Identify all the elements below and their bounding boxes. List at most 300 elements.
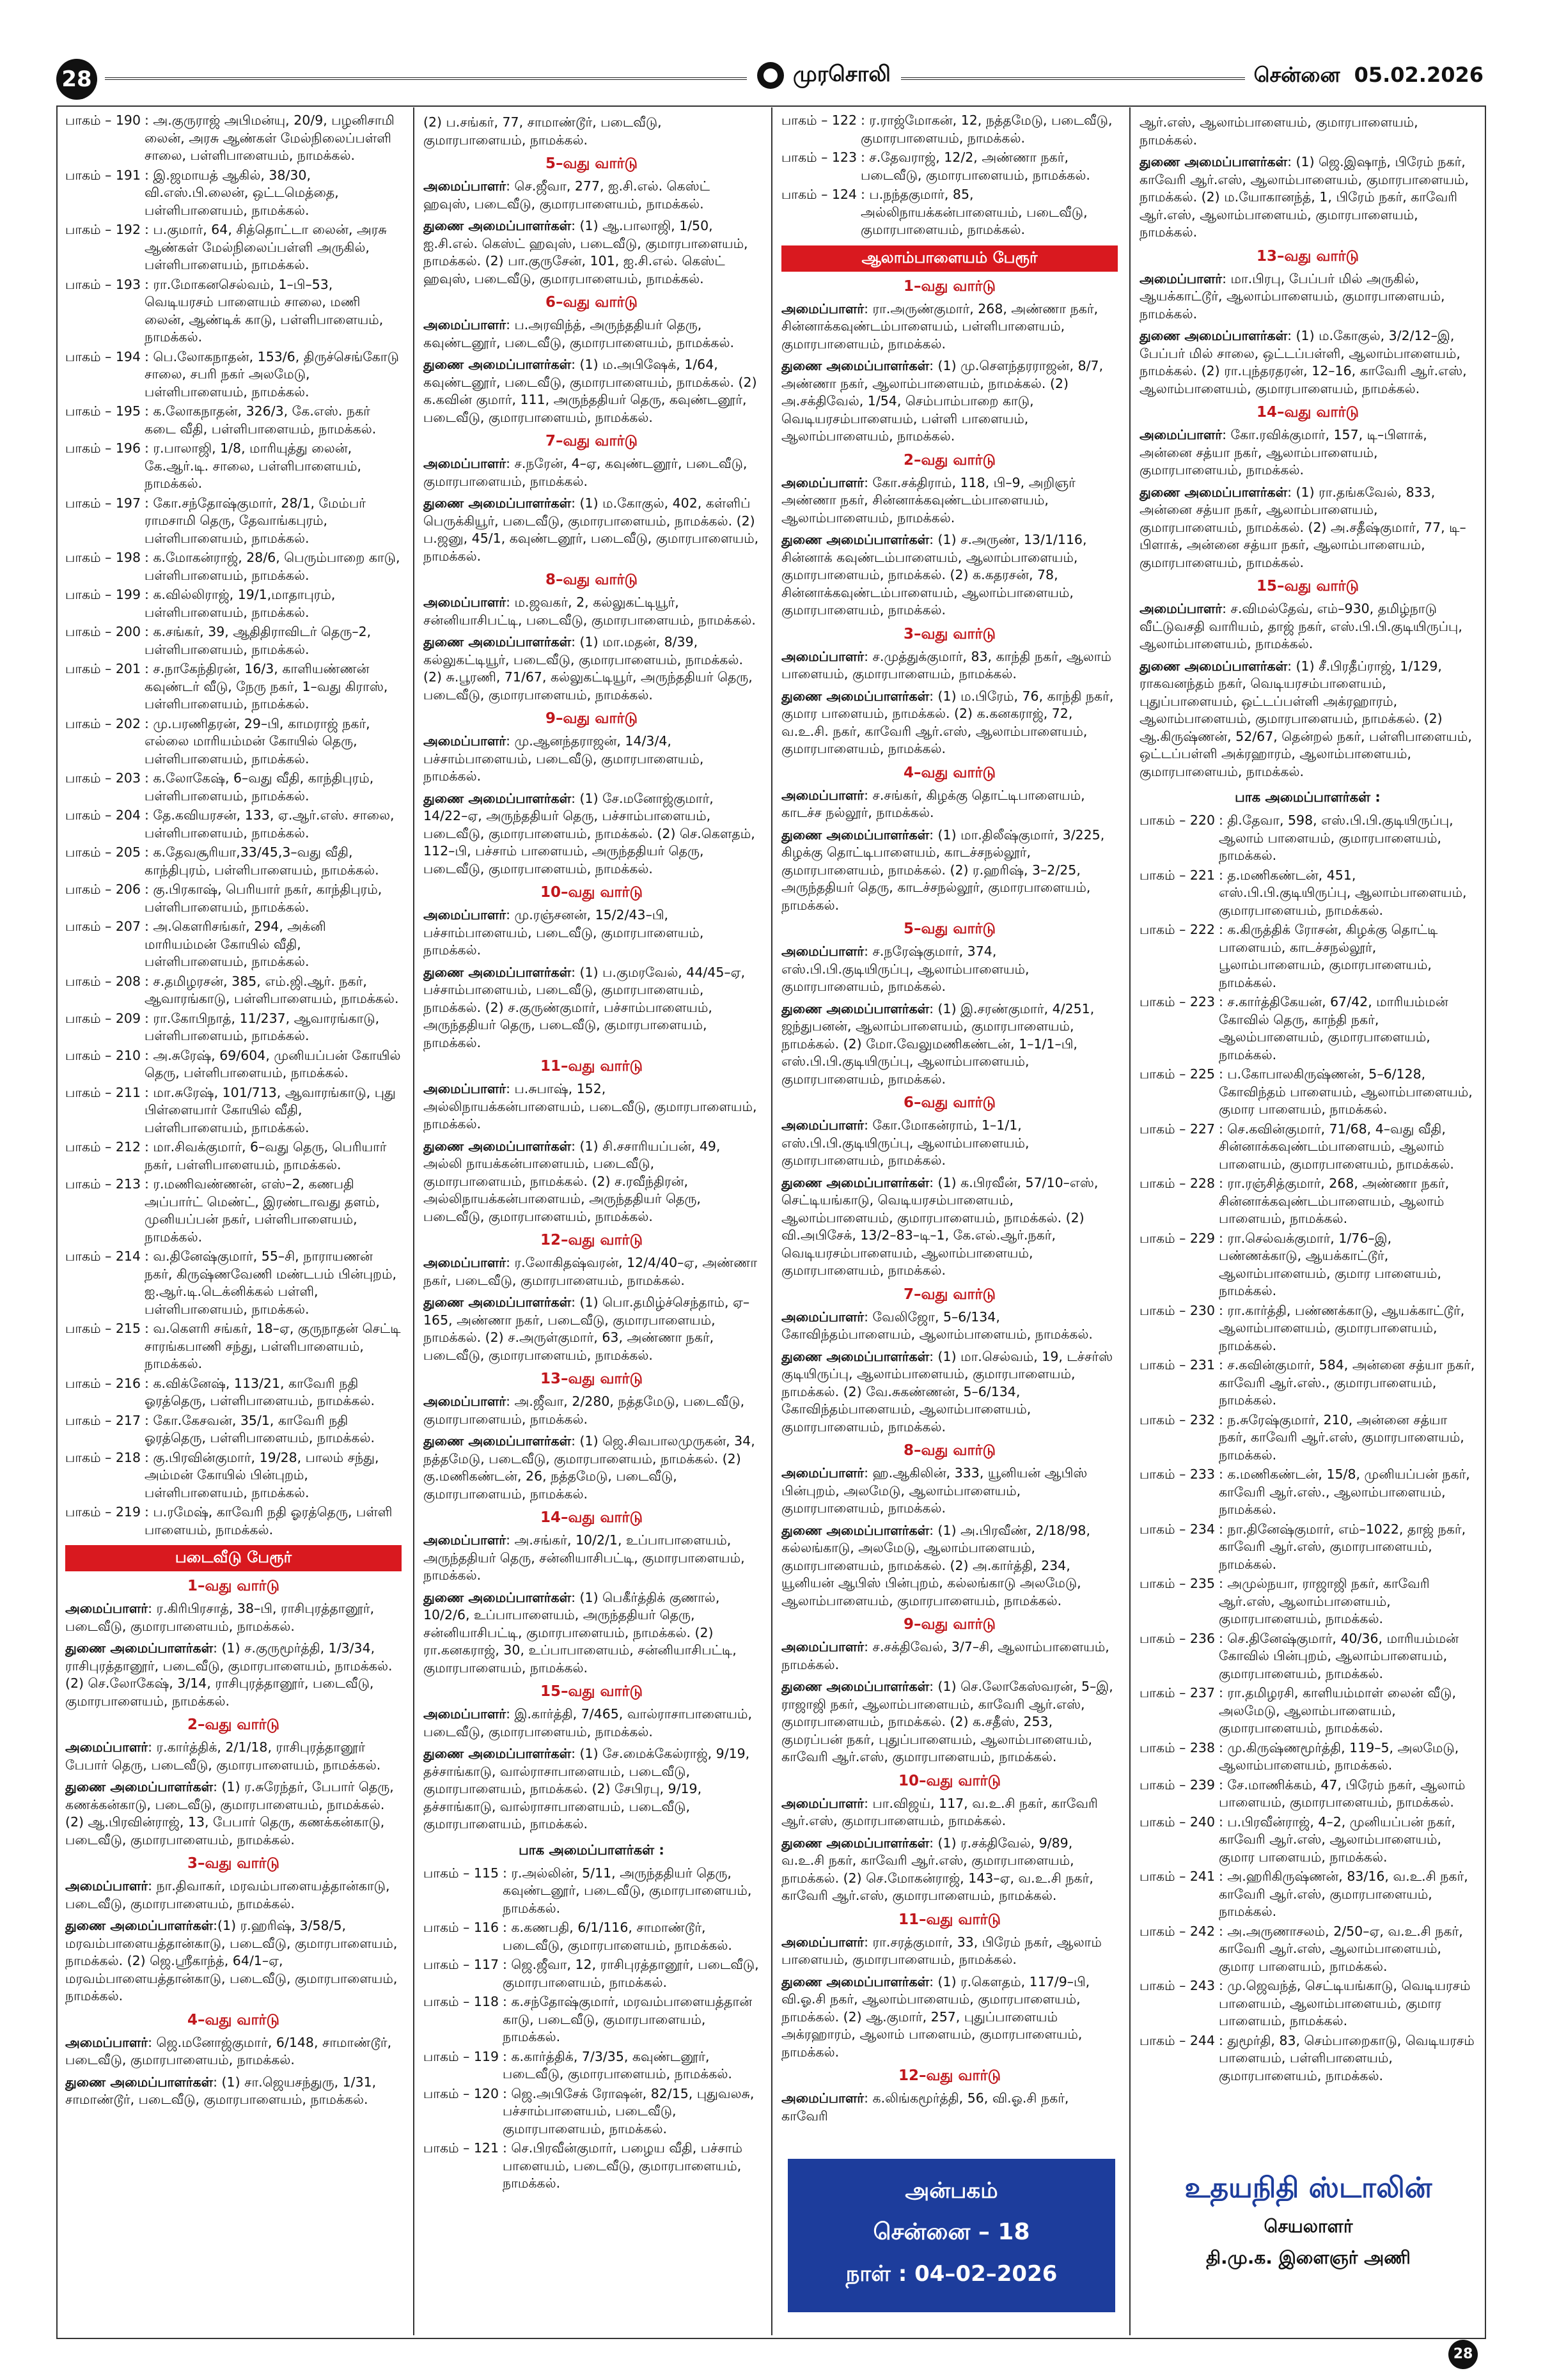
booth-member: : க.கார்த்திக், 7/3/35, கவுண்டனூர், படைவீடு, குமாரபாளையம், நாமக்கல்.: [503, 2048, 732, 2081]
booth-entry: [1140, 1066, 1476, 1119]
paper-name: முரசொலி: [793, 61, 891, 87]
booth-list: [781, 112, 1118, 239]
zone-title: படைவீடு பேரூர்: [65, 1545, 402, 1571]
booth-label: பாகம் – 238: [1140, 1739, 1215, 1755]
ward-title: 8–வது வார்டு: [903, 1442, 996, 1459]
deputy-organizers: துணை அமைப்பாளர்கள்: (1) ச.குருமூர்த்தி, 1/3/34, ராசிபுரத்தானூர், படைவீடு, குமாரபாளையம், நாமக்கல். (2) செ.லோகேஷ், 3/14, ராசிபுரத்தானூர், படைவீடு, குமாரபாளையம், நாமக்கல்.: [65, 1640, 393, 1709]
signatory-box: [1140, 2159, 1477, 2312]
booth-entry: [781, 149, 1118, 184]
booth-label: பாகம் – 191: [65, 167, 141, 183]
booth-label: பாகம் – 124: [781, 187, 857, 202]
deputy-organizers: துணை அமைப்பாளர்கள்: (1) மா.மதன், 8/39, கல்லுகட்டியூர், படைவீடு, குமாரபாளையம், நாமக்கல். (2) சு.பூரணி, 71/67, கல்லுகட்டியூர், அருந்ததியர் தெரு, படைவீடு, குமாரபாளையம், நாமக்கல்.: [423, 634, 753, 703]
organizer: அமைப்பாளர்: ம.ஜவகர், 2, கல்லுகட்டியூர், சன்னியாசிபட்டி, படைவீடு, குமாரபாளையம், நாமக்கல்.: [423, 595, 756, 628]
booth-entry: [65, 1504, 402, 1539]
ward-title: 13–வது வார்டு: [1256, 247, 1359, 265]
organizer: அமைப்பாளர்: ச.விமல்தேவ், எம்–930, தமிழ்நாடு வீட்டுவசதி வாரியம், தாஜ் நகர், எஸ்.பி.பி.குடியிருப்பு, ஆலாம்பாளையம், நாமக்கல்.: [1140, 601, 1462, 651]
booth-member: : கோ.சந்தோஷ்குமார், 28/1, மேம்பர் ராமசாமி தெரு, தேவாங்கபுரம், பள்ளிபாளையம், நாமக்கல்.: [145, 495, 366, 546]
deputy-organizers: துணை அமைப்பாளர்கள்: (1) சே.மனோஜ்குமார், 14/22–ஏ, அருந்ததியர் தெரு, பச்சாம்பாளையம், படைவீடு, குமாரபாளையம், நாமக்கல். (2) செ.கௌதம், 112–பி, பச்சாம் பாளையம், அருந்ததியர் தெரு, படைவீடு, குமாரபாளையம், நாமக்கல்.: [423, 790, 755, 876]
booth-entry: [65, 112, 402, 165]
ward-title: 3–வது வார்டு: [903, 625, 996, 642]
ward-title: 3–வது வார்டு: [187, 1855, 280, 1872]
deputy-organizers: துணை அமைப்பாளர்கள்: (1) ஆ.பாலாஜி, 1/50, ஐ.சி.எல். கெஸ்ட் ஹவுஸ், படைவீடு, குமாரபாளையம், நாமக்கல். (2) பா.குருசேன், 101, ஐ.சி.எல். கெஸ்ட் ஹவுஸ், படைவீடு, குமாரபாளையம், நாமக்கல்.: [423, 218, 748, 286]
deputy-organizers: துணை அமைப்பாளர்கள்: (1) சே.மைக்கேல்ராஜ், 9/19, தச்சாங்காடு, வால்ராசாபாளையம், படைவீடு, குமாரபாளையம், நாமக்கல். (2) சேபிரபு, 9/19, தச்சாங்காடு, வால்ராசாபாளையம், படைவீடு, குமாரபாளையம், நாமக்கல்.: [423, 1746, 750, 1832]
booth-entry: [65, 1248, 402, 1318]
organizer: அமைப்பாளர்: ச.நரேஷ்குமார், 374, எஸ்.பி.பி.குடியிருப்பு, ஆலாம்பாளையம், குமாரபாளையம், நாமக்கல்.: [781, 944, 1030, 994]
deputy-organizers: துணை அமைப்பாளர்கள்: (1) ப.குமரவேல், 44/45–ஏ, பச்சாம்பாளையம், படைவீடு, குமாரபாளையம், நாமக்கல். (2) ச.குருண்குமார், பச்சாம்பாளையம், அருந்ததியர் தெரு, படைவீடு, குமாரபாளையம், நாமக்கல்.: [423, 964, 746, 1050]
booth-label: பாகம் – 220: [1140, 813, 1215, 828]
booth-entry: [1140, 1412, 1476, 1465]
booth-list-title: பாக அமைப்பாளர்கள் :: [1235, 789, 1381, 805]
booth-member: : ப.நந்தகுமார், 85, அல்லிநாயக்கன்பாளையம், படைவீடு, குமாரபாளையம், நாமக்கல்.: [861, 187, 1088, 237]
deputy-organizers: துணை அமைப்பாளர்கள்:(1) ர.ஹரிஷ், 3/58/5, மரவம்பாளையத்தான்காடு, படைவீடு, குமாரபாளையம், நாமக்கல். (2) ஜெ.ஸ்ரீகாந்த், 64/1–ஏ, மரவம்பாளையத்தான்காடு, படைவீடு, குமாரபாளையம், நாமக்கல்.: [65, 1918, 398, 2003]
office-address-box: [788, 2159, 1115, 2312]
deputy-organizers: துணை அமைப்பாளர்கள்: (1) பெகீர்த்திக் குணால், 10/2/6, உப்பாபாளையம், அருந்ததியர் தெரு, சன்னியாசிபட்டி, குமாரபாளையம், நாமக்கல். (2) ரா.கனகராஜ், 30, உப்பாபாளையம், சன்னியாசிபட்டி, குமாரபாளையம், நாமக்கல்.: [423, 1589, 737, 1676]
ward-title: 14–வது வார்டு: [540, 1509, 643, 1526]
ward-title: 15–வது வார்டு: [1256, 578, 1359, 595]
booth-member: : செ.தினேஷ்குமார், 40/36, மாரியம்மன் கோவில் பின்புறம், ஆலாம்பாளையம், குமாரபாளையம், நாமக்கல்.: [1219, 1630, 1459, 1681]
signatory-org: தி.மு.க. இளைஞர் அணி: [1206, 2247, 1411, 2268]
booth-label: பாகம் – 216: [65, 1375, 141, 1391]
booth-member: : கு.பிரவின்குமார், 19/28, பாலம் சந்து, அம்மன் கோயில் பின்புறம், பள்ளிபாளையம், நாமக்கல்.: [145, 1449, 379, 1500]
continued-text: ஆர்.எஸ், ஆலாம்பாளையம், குமாரபாளையம், நாமக்கல்.: [1140, 114, 1418, 148]
deputy-organizers: துணை அமைப்பாளர்கள்: (1) சீ.பிரதீப்ராஜ், 1/129, ராகவனந்தம் நகர், வெடியரசம்பாளையம், புதுப்பாளையம், ஒட்டப்பள்ளி அக்ரஹாரம், ஆலாம்பாளையம், குமாரபாளையம், நாமக்கல். (2) ஆ.கிருஷ்ணன், 52/67, தென்றல் நகர், பள்ளிபாளையம், ஒட்டப்பள்ளி அக்ரஹாரம், ஆலாம்பாளையம், குமாரபாளையம், நாமக்கல்.: [1140, 658, 1472, 779]
ward-title: 7–வது வார்டு: [545, 433, 638, 449]
booth-member: : செ.பிரவீன்குமார், பழைய வீதி, பச்சாம் பாளையம், படைவீடு, குமாரபாளையம், நாமக்கல்.: [503, 2140, 742, 2191]
booth-member: : ர.அல்லின், 5/11, அருந்ததியர் தெரு, கவுண்டனூர், படைவீடு, குமாரபாளையம், நாமக்கல்.: [503, 1865, 752, 1916]
organizer: அமைப்பாளர்: அ.ஜீவா, 2/280, நத்தமேடு, படைவீடு, குமாரபாளையம், நாமக்கல்.: [423, 1394, 745, 1427]
organizer: அமைப்பாளர்: கோ.மோகன்ராம், 1–1/1, எஸ்.பி.பி.குடியிருப்பு, ஆலாம்பாளையம், குமாரபாளையம், நாமக்கல்.: [781, 1117, 1030, 1168]
booth-entry: [65, 1375, 402, 1410]
booth-member: : ப.பிரவீன்ராஜ், 4–2, முனியப்பன் நகர், காவேரி ஆர்.எஸ், ஆலாம்பாளையம், குமார பாளையம், நாமக்கல்.: [1219, 1814, 1456, 1865]
organizer: அமைப்பாளர்: ஜெ.மனோஜ்குமார், 6/148, சாமாண்டூர், படைவீடு, குமாரபாளையம், நாமக்கல்.: [65, 2034, 392, 2067]
booth-member: : பெ.லோகநாதன், 153/6, திருச்செங்கோடு சாலை, சபரி நகர் அலமேடு, பள்ளிபாளையம், நாமக்கல்.: [145, 348, 399, 400]
deputy-organizers: துணை அமைப்பாளர்கள்: (1) ம.கோகுல், 3/2/12–இ, பேப்பர் மில் சாலை, ஒட்டப்பள்ளி, ஆலாம்பாளையம், நாமக்கல். (2) ரா.புந்தரதரன், 12–16, காவேரி ஆர்.எஸ், ஆலாம்பாளையம், குமாரபாளையம், நாமக்கல்.: [1140, 328, 1467, 396]
deputy-organizers: துணை அமைப்பாளர்கள்: (1) ரா.தங்கவேல், 833, அன்னை சத்யா நகர், ஆலாம்பாளையம், குமாரபாளையம், நாமக்கல். (2) அ.சதீஷ்குமார், 77, டி–பிளாக், அன்னை சத்யா நகர், ஆலாம்பாளையம், குமாரபாளையம், நாமக்கல்.: [1140, 484, 1466, 570]
ward-title: 2–வது வார்டு: [903, 451, 996, 469]
booth-entry: [423, 2048, 760, 2083]
booth-entry: [1140, 1230, 1476, 1300]
ward-list: [1140, 248, 1476, 781]
booth-member: : மா.சுரேஷ், 101/713, ஆவாரங்காடு, புது பிள்ளையார் கோயில் வீதி, பள்ளிபாளையம், நாமக்கல்.: [145, 1084, 396, 1135]
booth-member: : க.சந்தோஷ்குமார், மரவம்பாளையத்தான் காடு, படைவீடு, குமாரபாளையம், நாமக்கல்.: [503, 1994, 753, 2044]
announcement-date: நாள் : 04–02–2026: [845, 2261, 1058, 2287]
booth-member: : மு.பரணிதரன், 29–பி, காமராஜ் நகர், எல்லை மாரியம்மன் கோயில் தெரு, பள்ளிபாளையம், நாமக்கல்.: [145, 715, 370, 766]
booth-label: பாகம் – 203: [65, 770, 141, 786]
booth-member: : ரா.மோகனசெல்வம், 1–பி–53, வெடியரசம் பாளையம் சாலை, மணி லைன், ஆண்டிக் காடு, பள்ளிபாளையம், நாமக்கல்.: [145, 276, 384, 345]
booth-label: பாகம் – 119: [423, 2048, 499, 2064]
deputy-organizers: துணை அமைப்பாளர்கள்: (1) மு.செளந்தரராஜன், 8/7, அண்ணா நகர், ஆலாம்பாளையம், நாமக்கல். (2) அ.சக்திவேல், 1/54, செம்பாம்பாறை காடு, வெடியரசம்பாளையம், பள்ளி பாளையம், ஆலாம்பாளையம், நாமக்கல்.: [781, 358, 1104, 444]
booth-member: : க.வில்லிராஜ், 19/1,மாதாபுரம், பள்ளிபாளையம், நாமக்கல்.: [145, 587, 336, 620]
organizer: அமைப்பாளர்: கோ.ரவிக்குமார், 157, டி–பிளாக், அன்னை சத்யா நகர், ஆலாம்பாளையம், குமாரபாளையம், நாமக்கல்.: [1140, 427, 1427, 478]
booth-member: : ச.தேவராஜ், 12/2, அண்ணா நகர், படைவீடு, குமாரபாளையம், நாமக்கல்.: [861, 150, 1090, 183]
booth-label: பாகம் – 196: [65, 440, 141, 456]
booth-label: பாகம் – 194: [65, 348, 141, 364]
booth-entry: [65, 918, 402, 971]
deputy-organizers: துணை அமைப்பாளர்கள்: (1) ஜெ.சிவபாலமுருகன், 34, நத்தமேடு, படைவீடு, குமாரபாளையம், நாமக்கல். (2) கு.மணிகண்டன், 26, நத்தமேடு, படைவீடு, குமாரபாளையம், நாமக்கல்.: [423, 1433, 755, 1502]
deputy-organizers: துணை அமைப்பாளர்கள்: (1) ம.அபிஷேக், 1/64, கவுண்டனூர், படைவீடு, குமாரபாளையம், நாமக்கல். (2) க.கவின் குமார், 111, அருந்ததியர் தெரு, கவுண்டனூர், படைவீடு, குமாரபாளையம், நாமக்கல்.: [423, 357, 757, 425]
booth-entry: [1140, 1977, 1476, 2030]
booth-member: : ச.கவின்குமார், 584, அன்னை சத்யா நகர், காவேரி ஆர்.எஸ்., குமாரபாளையம், நாமக்கல்.: [1219, 1357, 1475, 1408]
column-2: [423, 112, 760, 2330]
deputy-organizers: துணை அமைப்பாளர்கள்: (1) ர.கௌதம், 117/9–பி, வி.ஓ.சி நகர், ஆலாம்பாளையம், குமாரபாளையம், நாமக்கல். (2) ஆ.குமார், 257, புதுப்பாளையம் அக்ரஹாரம், ஆலாம் பாளையம், குமாரபாளையம், நாமக்கல்.: [781, 1973, 1090, 2060]
ward-title: 12–வது வார்டு: [898, 2067, 1001, 2084]
booth-label: பாகம் – 219: [65, 1504, 141, 1520]
booth-entry: [65, 770, 402, 805]
deputy-organizers: துணை அமைப்பாளர்கள்: (1) பொ.தமிழ்ச்செந்தாம், ஏ–165, அண்ணா நகர், படைவீடு, குமாரபாளையம், நாமக்கல். (2) ச.அருள்குமார், 63, அண்ணா நகர், படைவீடு, குமாரபாளையம், நாமக்கல்.: [423, 1295, 750, 1363]
organizer: அமைப்பாளர்: ப.சுபாஷ், 152, அல்லிநாயக்கன்பாளையம், படைவீடு, குமாரபாளையம், நாமக்கல்.: [423, 1081, 757, 1132]
booth-label: பாகம் – 218: [65, 1449, 141, 1465]
booth-label: பாகம் – 222: [1140, 922, 1215, 937]
booth-member: : கோ.கேசவன், 35/1, காவேரி நதி ஓரத்தெரு, பள்ளிபாளையம், நாமக்கல்.: [145, 1412, 375, 1445]
booth-entry: [1140, 1357, 1476, 1410]
booth-label: பாகம் – 116: [423, 1920, 499, 1935]
booth-list: [1140, 812, 1476, 2085]
booth-entry: [65, 807, 402, 842]
organizer: அமைப்பாளர்: கோ.சக்திராம், 118, பி–9, அறிஞர் அண்ணா நகர், சின்னாக்கவுண்டம்பாளையம், ஆலாம்பாளையம், நாமக்கல்.: [781, 474, 1076, 525]
booth-member: : ரா.கார்த்தி, பண்ணக்காடு, ஆயக்காட்டூர், ஆலாம்பாளையம், குமாரபாளையம், நாமக்கல்.: [1219, 1302, 1465, 1353]
booth-label: பாகம் – 205: [65, 844, 141, 860]
booth-label: பாகம் – 221: [1140, 867, 1215, 883]
booth-entry: [1140, 1466, 1476, 1519]
booth-member: : ரா.செல்வக்குமார், 1/76–இ, பண்ணக்காடு, ஆயக்காட்டூர், ஆலாம்பாளையம், குமார பாளையம், நாமக்கல்.: [1219, 1230, 1441, 1298]
booth-entry: [1140, 1739, 1476, 1775]
paper-logo: [747, 61, 901, 89]
ward-title: 5–வது வார்டு: [903, 921, 996, 937]
booth-label: பாகம் – 122: [781, 113, 857, 128]
rising-sun-icon: [757, 62, 784, 89]
ward-title: 9–வது வார்டு: [545, 710, 638, 727]
organizer: அமைப்பாளர்: ச.முத்துக்குமார், 83, காந்தி நகர், ஆலாம் பாளையம், குமாரபாளையம், நாமக்கல்.: [781, 648, 1112, 681]
column-3: [781, 112, 1118, 2330]
organizer: அமைப்பாளர்: வேலிஜோ, 5–6/134, கோவிந்தம்பாளையம், ஆலாம்பாளையம், நாமக்கல்.: [781, 1309, 1093, 1342]
booth-entry: [781, 186, 1118, 239]
deputy-organizers: துணை அமைப்பாளர்கள்: (1) சி.சசாரியப்பன், 49, அல்லி நாயக்கன்பாளையம், படைவீடு, குமாரபாளையம், நாமக்கல். (2) ச.ரவீந்திரன், அல்லிநாயக்கன்பாளையம், அருந்ததியர் தெரு, படைவீடு, குமாரபாளையம், நாமக்கல்.: [423, 1138, 721, 1224]
booth-member: : ப.குமார், 64, சித்தொட்டா லைன், அரசு ஆண்கள் மேல்நிலைப்பள்ளி அருகில், பள்ளிபாளையம், நாமக்கல்.: [145, 222, 387, 272]
booth-label: பாகம் – 215: [65, 1321, 141, 1336]
booth-entry: [781, 112, 1118, 147]
booth-entry: [65, 167, 402, 220]
booth-entry: [65, 403, 402, 438]
continued-text: (2) ப.சங்கர், 77, சாமாண்டூர், படைவீடு, குமாரபாளையம், நாமக்கல்.: [423, 114, 662, 148]
booth-entry: [65, 221, 402, 274]
deputy-organizers: துணை அமைப்பாளர்கள்: (1) செ.லோகேஸ்வரன், 5–இ, ராஜாஜி நகர், ஆலாம்பாளையம், காவேரி ஆர்.எஸ், குமாரபாளையம், நாமக்கல். (2) க.சதீஸ், 253, குமரப்பன் நகர், புதுப்பாளையம், ஆலாம்பாளையம், காவேரி ஆர்.எஸ், குமாரபாளையம், நாமக்கல்.: [781, 1679, 1113, 1764]
booth-entry: [1140, 1575, 1476, 1628]
column-1: [65, 112, 402, 2330]
ward-title: 10–வது வார்டு: [540, 884, 643, 901]
booth-label: பாகம் – 231: [1140, 1357, 1215, 1373]
organizer: அமைப்பாளர்: இ.கார்த்தி, 7/465, வால்ராசாபாளையம், படைவீடு, குமாரபாளையம், நாமக்கல்.: [423, 1706, 752, 1739]
booth-entry: [1140, 867, 1476, 920]
booth-entry: [65, 348, 402, 401]
booth-entry: [423, 1956, 760, 1991]
booth-entry: [423, 2085, 760, 2138]
booth-label: பாகம் – 195: [65, 403, 141, 419]
booth-label: பாகம் – 118: [423, 1994, 499, 2009]
ward-title: 15–வது வார்டு: [540, 1683, 643, 1700]
zone-title: ஆலாம்பாளையம் பேரூர்: [781, 245, 1118, 272]
booth-label: பாகம் – 235: [1140, 1576, 1215, 1591]
booth-member: : மா.சிவக்குமார், 6–வது தெரு, பெரியார் நகர், பள்ளிபாளையம், நாமக்கல்.: [145, 1139, 387, 1172]
booth-entry: [65, 715, 402, 768]
booth-entry: [65, 973, 402, 1008]
booth-member: : ச.தமிழரசன், 385, எம்.ஜி.ஆர். நகர், ஆவாரங்காடு, பள்ளிபாளையம், நாமக்கல்.: [145, 973, 399, 1006]
column-rule: [771, 107, 772, 2335]
booth-member: : ர.பாலாஜி, 1/8, மாரியுத்து லைன், கே.ஆர்.டி. சாலை, பள்ளிபாளையம், நாமக்கல்.: [145, 440, 362, 491]
booth-label: பாகம் – 117: [423, 1957, 499, 1972]
booth-label: பாகம் – 123: [781, 150, 857, 165]
booth-member: : மு.ஜெவந்த், செட்டியங்காடு, வெடியரசம் பாளையம், ஆலாம்பாளையம், குமார பாளையம், நாமக்கல்.: [1219, 1978, 1471, 2028]
deputy-organizers: துணை அமைப்பாளர்கள்: (1) மா.செல்வம், 19, டச்சர்ஸ் குடியிருப்பு, ஆலாம்பாளையம், குமாரபாளையம், நாமக்கல். (2) வே.சுகண்ணன், 5–6/134, கோவிந்தம்பாளையம், ஆலாம்பாளையம், குமாரபாளையம், நாமக்கல்.: [781, 1348, 1113, 1435]
booth-label: பாகம் – 244: [1140, 2032, 1215, 2048]
booth-member: : அ.ஹரிகிருஷ்ணன், 83/16, வ.உ.சி நகர், காவேரி ஆர்.எஸ், குமாரபாளையம், நாமக்கல்.: [1219, 1869, 1468, 1919]
ward-list: [423, 155, 760, 1833]
booth-label: பாகம் – 120: [423, 2085, 499, 2101]
booth-list: [423, 1865, 760, 2193]
booth-member: : அமுல்நயா, ராஜாஜி நகர், காவேரி ஆர்.எஸ், ஆலாம்பாளையம், குமாரபாளையம், நாமக்கல்.: [1219, 1576, 1430, 1626]
booth-member: : க.விக்னேஷ், 113/21, காவேரி நதி ஓரத்தெரு, பள்ளிபாளையம், நாமக்கல்.: [145, 1375, 375, 1408]
booth-label: பாகம் – 241: [1140, 1869, 1215, 1884]
booth-label: பாகம் – 115: [423, 1865, 499, 1881]
deputy-organizers: துணை அமைப்பாளர்கள்: (1) ச.அருண், 13/1/116, சின்னாக் கவுண்டம்பாளையம், ஆலாம்பாளையம், குமாரபாளையம், நாமக்கல். (2) க.கதரசன், 78, சின்னாக்கவுண்டம்பாளையம், ஆலாம்பாளையம், குமாரபாளையம், நாமக்கல்.: [781, 532, 1087, 618]
booth-entry: [65, 276, 402, 346]
ward-title: 5–வது வார்டு: [545, 155, 638, 172]
booth-member: : க.லோகநாதன், 326/3, கே.எஸ். நகர் கடை வீதி, பள்ளிபாளையம், நாமக்கல்.: [145, 403, 377, 437]
booth-member: : ரா.கோபிநாத், 11/237, ஆவாரங்காடு, பள்ளிபாளையம், நாமக்கல்.: [145, 1010, 380, 1043]
booth-entry: [1140, 1630, 1476, 1683]
footer-page-number: 28: [1448, 2340, 1478, 2369]
booth-member: : தி.தேவா, 598, எஸ்.பி.பி.குடியிருப்பு, ஆலாம் பாளையம், குமாரபாளையம், நாமக்கல்.: [1219, 813, 1453, 863]
booth-list-title: பாக அமைப்பாளர்கள் :: [519, 1842, 664, 1858]
booth-member: : ர.ராஜ்மோகன், 12, நத்தமேடு, படைவீடு, குமாரபாளையம், நாமக்கல்.: [861, 113, 1113, 146]
booth-label: பாகம் – 121: [423, 2140, 499, 2156]
booth-member: : நா.தினேஷ்குமார், எம்–1022, தாஜ் நகர், காவேரி ஆர்.எஸ், குமாரபாளையம், நாமக்கல்.: [1219, 1521, 1466, 1572]
deputy-organizers: துணை அமைப்பாளர்கள்: (1) ர.சுரேந்தர், பேபார் தெரு, கணக்கன்காடு, படைவீடு, குமாரபாளையம், நாமக்கல். (2) ஆ.பிரவின்ராஜ், 13, பேபார் தெரு, கணக்கன்காடு, படைவீடு, குமாரபாளையம், நாமக்கல்.: [65, 1779, 394, 1847]
ward-title: 14–வது வார்டு: [1256, 404, 1359, 421]
masthead: [56, 59, 1484, 97]
ward-title: 1–வது வார்டு: [903, 277, 996, 295]
booth-member: : ரா.ரஞ்சித்குமார், 268, அண்ணா நகர், சின்னாக்கவுண்டம்பாளையம், ஆலாம் பாளையம், நாமக்கல்.: [1219, 1176, 1450, 1226]
booth-entry: [65, 1047, 402, 1082]
booth-label: பாகம் – 206: [65, 882, 141, 897]
booth-member: : க.கணபதி, 6/1/116, சாமாண்டூர், படைவீடு, குமாரபாளையம், நாமக்கல்.: [503, 1920, 732, 1953]
booth-member: : த.மணிகண்டன், 451, எஸ்.பி.பி.குடியிருப்பு, ஆலாம்பாளையம், குமாரபாளையம், நாமக்கல்.: [1219, 867, 1467, 918]
signatory-role: செயலாளர்: [1264, 2216, 1353, 2237]
office-name: அன்பகம்: [905, 2178, 998, 2204]
booth-entry: [65, 1320, 402, 1373]
booth-entry: [65, 1449, 402, 1502]
booth-member: : ப.ரமேஷ், காவேரி நதி ஓரத்தெரு, பள்ளி பாளையம், நாமக்கல்.: [145, 1504, 393, 1537]
booth-label: பாகம் – 239: [1140, 1777, 1215, 1793]
ward-title: 6–வது வார்டு: [545, 294, 638, 311]
booth-entry: [423, 1919, 760, 1954]
organizer: அமைப்பாளர்: ச.நரேன், 4–ஏ, கவுண்டனூர், படைவீடு, குமாரபாளையம், நாமக்கல்.: [423, 456, 748, 489]
booth-entry: [65, 586, 402, 621]
organizer: அமைப்பாளர்: அ.சங்கர், 10/2/1, உப்பாபாளையம், அருந்ததியர் தெரு, சன்னியாசிபட்டி, குமாரபாளையம், நாமக்கல்.: [423, 1532, 745, 1583]
booth-entry: [65, 495, 402, 548]
booth-label: பாகம் – 227: [1140, 1121, 1215, 1137]
ward-list: [781, 278, 1118, 2126]
booth-entry: [1140, 1175, 1476, 1228]
booth-member: : க.லோகேஷ், 6–வது வீதி, காந்திபுரம், பள்ளிபாளையம், நாமக்கல்.: [145, 770, 374, 804]
booth-entry: [423, 1865, 760, 1918]
dateline: [1245, 63, 1484, 89]
booth-label: பாகம் – 209: [65, 1010, 141, 1026]
organizer: அமைப்பாளர்: நா.திவாகர், மரவம்பாளையத்தான்காடு, படைவீடு, குமாரபாளையம், நாமக்கல்.: [65, 1878, 390, 1911]
ward-title: 6–வது வார்டு: [903, 1094, 996, 1111]
booth-label: பாகம் – 237: [1140, 1685, 1215, 1700]
booth-member: : ஜெ.அபிசேக் ரோஷன், 82/15, புதுவலசு, பச்சாம்பாளையம், படைவீடு, குமாரபாளையம், நாமக்கல்.: [503, 2085, 755, 2136]
booth-entry: [65, 623, 402, 658]
booth-member: : வ.கௌரி சங்கர், 18–ஏ, குருநாதன் செட்டி சாரங்கபாணி சந்து, பள்ளிபாளையம், நாமக்கல்.: [145, 1321, 401, 1371]
page-number-badge: 28: [56, 59, 97, 100]
booth-label: பாகம் – 190: [65, 113, 141, 128]
booth-member: : வ.தினேஷ்குமார், 55–சி, நாராயணன் நகர், கிருஷ்ணவேணி மண்டபம் பின்புறம், ஐ.ஆர்.டி.டெக்னிக்கல் பள்ளி, பள்ளிபாளையம், நாமக்கல்.: [145, 1248, 396, 1317]
booth-member: : க.சங்கர், 39, ஆதிதிராவிடர் தெரு–2, பள்ளிபாளையம், நாமக்கல்.: [145, 624, 372, 657]
booth-entry: [65, 844, 402, 879]
booth-label: பாகம் – 211: [65, 1084, 141, 1100]
booth-member: : ந.சுரேஷ்குமார், 210, அன்னை சத்யா நகர், காவேரி ஆர்.எஸ், குமாரபாளையம், நாமக்கல்.: [1219, 1412, 1464, 1463]
deputy-organizers: துணை அமைப்பாளர்கள்: (1) இ.சரண்குமார், 4/251, ஜந்துபனன், ஆலாம்பாளையம், குமாரபாளையம், நாமக்கல். (2) மோ.வேலுமணிகண்டன், 1–1/1–பி, எஸ்.பி.பி.குடியிருப்பு, ஆலாம்பாளையம், குமாரபாளையம், நாமக்கல்.: [781, 1000, 1095, 1087]
booth-entry: [65, 1010, 402, 1045]
organizer: அமைப்பாளர்: மு.ஆனந்தராஜன், 14/3/4, பச்சாம்பாளையம், படைவீடு, குமாரபாளையம், நாமக்கல்.: [423, 733, 704, 784]
organizer: அமைப்பாளர்: மா.பிரபு, பேப்பர் மில் அருகில், ஆயக்காட்டூர், ஆலாம்பாளையம், குமாரபாளையம், நாமக்கல்.: [1140, 270, 1445, 322]
booth-member: : க.மணிகண்டன், 15/8, முனியப்பன் நகர், காவேரி ஆர்.எஸ்., ஆலாம்பாளையம், நாமக்கல்.: [1219, 1466, 1470, 1517]
booth-label: பாகம் – 199: [65, 587, 141, 602]
booth-entry: [1140, 1814, 1476, 1867]
ward-title: 10–வது வார்டு: [898, 1772, 1001, 1789]
booth-label: பாகம் – 213: [65, 1176, 141, 1192]
booth-entry: [1140, 993, 1476, 1064]
ward-title: 8–வது வார்டு: [545, 572, 638, 588]
booth-label: பாகம் – 228: [1140, 1176, 1215, 1191]
booth-label: பாகம் – 232: [1140, 1412, 1215, 1427]
organizer: அமைப்பாளர்: மு.ரஞ்சனன், 15/2/43–பி, பச்சாம்பாளையம், படைவீடு, குமாரபாளையம், நாமக்கல்.: [423, 907, 704, 958]
city: சென்னை: [1253, 63, 1340, 87]
deputy-organizers: துணை அமைப்பாளர்கள்: (1) க.பிரவீன், 57/10–எஸ், செட்டியங்காடு, வெடியரசம்பாளையம், ஆலாம்பாளையம், குமாரபாளையம், நாமக்கல். (2) வி.அபிசேக், 13/2–83–டி–1, கே.எல்.ஆர்.நகர், வெடியரசம்பாளையம், ஆலாம்பாளையம், குமாரபாளையம், நாமக்கல்.: [781, 1174, 1099, 1278]
booth-label: பாகம் – 225: [1140, 1066, 1215, 1082]
ward-title: 11–வது வார்டு: [540, 1058, 643, 1075]
booth-label: பாகம் – 234: [1140, 1521, 1215, 1537]
booth-label: பாகம் – 212: [65, 1139, 141, 1155]
organizer: அமைப்பாளர்: ரா.அருண்குமார், 268, அண்ணா நகர், சின்னாக்கவுண்டம்பாளையம், பள்ளிபாளையம், குமாரபாளையம், நாமக்கல்.: [781, 300, 1099, 352]
booth-entry: [65, 1084, 402, 1137]
booth-list: [65, 112, 402, 1539]
booth-label: பாகம் – 198: [65, 550, 141, 565]
booth-label: பாகம் – 201: [65, 661, 141, 676]
booth-entry: [1140, 921, 1476, 992]
deputy-organizers: துணை அமைப்பாளர்கள்: (1) ர.சக்திவேல், 9/89, வ.உ.சி நகர், காவேரி ஆர்.எஸ், குமாரபாளையம், நாமக்கல். (2) செ.மோகன்ராஜ், 143–ஏ, வ.உ.சி நகர், காவேரி ஆர்.எஸ், குமாரபாளையம், நாமக்கல்.: [781, 1835, 1093, 1903]
organizer: அமைப்பாளர்: ரா.சரத்குமார், 33, பிரேம் நகர், ஆலாம் பாளையம், குமாரபாளையம், நாமக்கல்.: [781, 1934, 1102, 1967]
booth-label: பாகம் – 242: [1140, 1923, 1215, 1939]
booth-label: பாகம் – 207: [65, 919, 141, 934]
booth-label: பாகம் – 229: [1140, 1230, 1215, 1246]
deputy-organizers: துணை அமைப்பாளர்கள்: (1) ஜெ.இஷாந், பிரேம் நகர், காவேரி ஆர்.எஸ், ஆலாம்பாளையம், குமாரபாளையம், நாமக்கல். (2) ம.யோகானந்த், 1, பிரேம் நகர், காவேரி ஆர்.எஸ், ஆலாம்பாளையம், குமாரபாளையம், நாமக்கல்.: [1140, 154, 1469, 240]
ward-title: 7–வது வார்டு: [903, 1286, 996, 1303]
booth-member: : ச.கார்த்திகேயன், 67/42, மாரியம்மன் கோவில் தெரு, காந்தி நகர், ஆலம்பாளையம், குமாரபாளையம், நாமக்கல்.: [1219, 994, 1448, 1062]
booth-member: : கு.பிரகாஷ், பெரியார் நகர், காந்திபுரம், பள்ளிபாளையம், நாமக்கல்.: [145, 882, 382, 915]
booth-member: : ஜெ.ஜீவா, 12, ராசிபுரத்தானூர், படைவீடு, குமாரபாளையம், நாமக்கல்.: [503, 1957, 759, 1990]
booth-member: : க.தேவசூரியா,33/45,3–வது வீதி, காந்திபுரம், பள்ளிபாளையம், நாமக்கல்.: [145, 844, 379, 878]
deputy-organizers: துணை அமைப்பாளர்கள்: (1) சா.ஜெயசந்துரு, 1/31, சாமாண்டூர், படைவீடு, குமாரபாளையம், நாமக்கல்.: [65, 2074, 377, 2107]
ward-title: 4–வது வார்டு: [903, 764, 996, 781]
booth-member: : ரா.தமிழரசி, காளியம்மாள் லைன் வீடு, அலமேடு, ஆலாம்பாளையம், குமாரபாளையம், நாமக்கல்.: [1219, 1685, 1456, 1736]
booth-label: பாகம் – 204: [65, 807, 141, 823]
booth-member: : ப.கோபாலகிருஷ்ணன், 5–6/128, கோவிந்தம் பாளையம், ஆலாம்பாளையம், குமார பாளையம், நாமக்கல்.: [1219, 1066, 1473, 1117]
booth-label: பாகம் – 197: [65, 495, 141, 511]
organizer: அமைப்பாளர்: ச.சக்திவேல், 3/7–சி, ஆலாம்பாளையம், நாமக்கல்.: [781, 1639, 1109, 1672]
booth-label: பாகம் – 243: [1140, 1978, 1215, 1993]
booth-member: : இ.ஜமாயத் ஆகில், 38/30, வி.எஸ்.பி.லைன், ஒட்டமெத்தை, பள்ளிபாளையம், நாமக்கல்.: [145, 167, 339, 218]
booth-label: பாகம் – 240: [1140, 1814, 1215, 1830]
booth-entry: [65, 881, 402, 916]
booth-label: பாகம் – 192: [65, 222, 141, 237]
booth-member: : அ.கௌரிசங்கர், 294, அக்னி மாரியம்மன் கோயில் வீதி, பள்ளிபாளையம், நாமக்கல்.: [145, 919, 326, 969]
organizer: அமைப்பாளர்: ப.அரவிந்த், அருந்ததியர் தெரு, கவுண்டனூர், படைவீடு, குமாரபாளையம், நாமக்கல்.: [423, 317, 735, 350]
booth-member: : மு.கிருஷ்ணமூர்த்தி, 119–5, அலமேடு, ஆலாம்பாளையம், நாமக்கல்.: [1219, 1739, 1459, 1773]
booth-entry: [1140, 1923, 1476, 1976]
booth-entry: [1140, 1868, 1476, 1921]
booth-member: : அ.அருணாசலம், 2/50–ஏ, வ.உ.சி நகர், காவேரி ஆர்.எஸ், ஆலாம்பாளையம், குமார பாளையம், நாமக்கல்.: [1219, 1923, 1463, 1974]
booth-member: : துமூர்தி, 83, செம்பாறைகாடு, வெடியரசம் பாளையம், பள்ளிபாளையம், குமாரபாளையம், நாமக்கல்.: [1219, 2032, 1475, 2083]
signatory-name: உதயநிதி ஸ்டாலின்: [1184, 2172, 1432, 2204]
booth-entry: [1140, 2032, 1476, 2085]
deputy-organizers: துணை அமைப்பாளர்கள்: (1) ம.பிரேம், 76, காந்தி நகர், குமார பாளையம், நாமக்கல். (2) க.கனகராஜ், 72, வ.உ.சி. நகர், காவேரி ஆர்.எஸ், ஆலாம்பாளையம், குமாரபாளையம், நாமக்கல்.: [781, 688, 1114, 756]
column-4: [1140, 112, 1476, 2330]
issue-date: 05.02.2026: [1354, 63, 1484, 87]
deputy-organizers: துணை அமைப்பாளர்கள்: (1) அ.பிரவீண், 2/18/98, கல்லங்காடு, அலமேடு, ஆலாம்பாளையம், குமாரபாளையம், நாமக்கல். (2) அ.கார்த்தி, 234, யூனியன் ஆபிஸ் பின்புறம், கல்லங்காடு அலமேடு, ஆலாம்பாளையம், குமாரபாளையம், நாமக்கல்.: [781, 1522, 1090, 1608]
column-rule: [413, 107, 414, 2335]
organizer: அமைப்பாளர்: செ.ஜீவா, 277, ஐ.சி.எல். கெஸ்ட் ஹவுஸ், படைவீடு, குமாரபாளையம், நாமக்கல்.: [423, 178, 710, 212]
organizer: அமைப்பாளர்: ர.கிரிபிரசாத், 38–பி, ராசிபுரத்தானூர், படைவீடு, குமாரபாளையம், நாமக்கல்.: [65, 1601, 375, 1634]
organizer: அமைப்பாளர்: ஹ.ஆகிலின், 333, யூனியன் ஆபிஸ் பின்புறம், அலமேடு, ஆலாம்பாளையம், குமாரபாளையம், நாமக்கல்.: [781, 1465, 1088, 1516]
organizer: அமைப்பாளர்: ச.சங்கர், கிழக்கு தொட்டிபாளையம், காடச்ச நல்லூர், நாமக்கல்.: [781, 787, 1085, 820]
deputy-organizers: துணை அமைப்பாளர்கள்: (1) மா.திலீஷ்குமார், 3/225, கிழக்கு தொட்டிபாளையம், காடச்சநல்லூர், குமாரபாளையம், நாமக்கல். (2) ர.ஹரிஷ், 3–2/25, அருந்ததியர் தெரு, காடச்சநல்லூர், குமாரபாளையம், நாமக்கல்.: [781, 827, 1105, 913]
booth-entry: [423, 2140, 760, 2193]
deputy-organizers: துணை அமைப்பாளர்கள்: (1) ம.கோகுல், 402, கள்ளிப் பெருக்கியூர், படைவீடு, குமாரபாளையம், நாமக்கல். (2) ப.ஜனு, 45/1, கவுண்டனூர், படைவீடு, குமாரபாளையம், நாமக்கல்.: [423, 495, 759, 564]
booth-entry: [65, 1176, 402, 1246]
booth-entry: [1140, 1777, 1476, 1812]
booth-member: : ச.நாகேந்திரன், 16/3, காளியண்ணன் கவுண்டர் வீடு, நேரு நகர், 1–வது கிராஸ், பள்ளிபாளையம், நாமக்கல்.: [145, 661, 388, 712]
booth-entry: [65, 1412, 402, 1447]
booth-member: : க.மோகன்ராஜ், 28/6, பெரும்பாறை காடு, பள்ளிபாளையம், நாமக்கல்.: [145, 550, 400, 583]
ward-title: 2–வது வார்டு: [187, 1716, 280, 1733]
ward-title: 13–வது வார்டு: [540, 1371, 643, 1387]
booth-label: பாகம் – 236: [1140, 1630, 1215, 1646]
booth-label: பாகம் – 223: [1140, 994, 1215, 1009]
booth-member: : செ.கவின்குமார், 71/68, 4–வது வீதி, சின்னாக்கவுண்டம்பாளையம், ஆலாம் பாளையம், குமாரபாளையம், நாமக்கல்.: [1219, 1121, 1454, 1172]
organizer: அமைப்பாளர்: ர.கார்த்திக், 2/1/18, ராசிபுரத்தானூர் பேபார் தெரு, படைவீடு, குமாரபாளையம், நாமக்கல்.: [65, 1739, 381, 1773]
booth-member: : சே.மாணிக்கம், 47, பிரேம் நகர், ஆலாம் பாளையம், குமாரபாளையம், நாமக்கல்.: [1219, 1777, 1466, 1810]
booth-label: பாகம் – 217: [65, 1412, 141, 1428]
organizer: அமைப்பாளர்: ர.லோகிதஷ்வரன், 12/4/40–ஏ, அண்ணா நகர், படைவீடு, குமாரபாளையம், நாமக்கல்.: [423, 1255, 758, 1288]
booth-entry: [65, 660, 402, 713]
ward-title: 12–வது வார்டு: [540, 1232, 643, 1248]
booth-label: பாகம் – 193: [65, 276, 141, 292]
ward-title: 11–வது வார்டு: [898, 1911, 1001, 1928]
booth-entry: [423, 1993, 760, 2046]
booth-member: : அ.சுரேஷ், 69/604, முனியப்பன் கோயில் தெரு, பள்ளிபாளையம், நாமக்கல்.: [145, 1047, 401, 1080]
booth-entry: [1140, 1521, 1476, 1574]
booth-entry: [1140, 1302, 1476, 1355]
ward-title: 9–வது வார்டு: [903, 1616, 996, 1633]
booth-member: : அ.குருராஜ் அபிமன்யு, 20/9, பழனிசாமி லைன், அரசு ஆண்கள் மேல்நிலைப்பள்ளி சாலை, பள்ளிபாளையம், நாமக்கல்.: [145, 113, 395, 163]
booth-label: பாகம் – 230: [1140, 1302, 1215, 1318]
booth-label: பாகம் – 210: [65, 1047, 141, 1063]
ward-title: 4–வது வார்டு: [187, 2011, 280, 2028]
booth-entry: [1140, 1121, 1476, 1174]
booth-label: பாகம் – 214: [65, 1248, 141, 1264]
booth-label: பாகம் – 202: [65, 715, 141, 731]
